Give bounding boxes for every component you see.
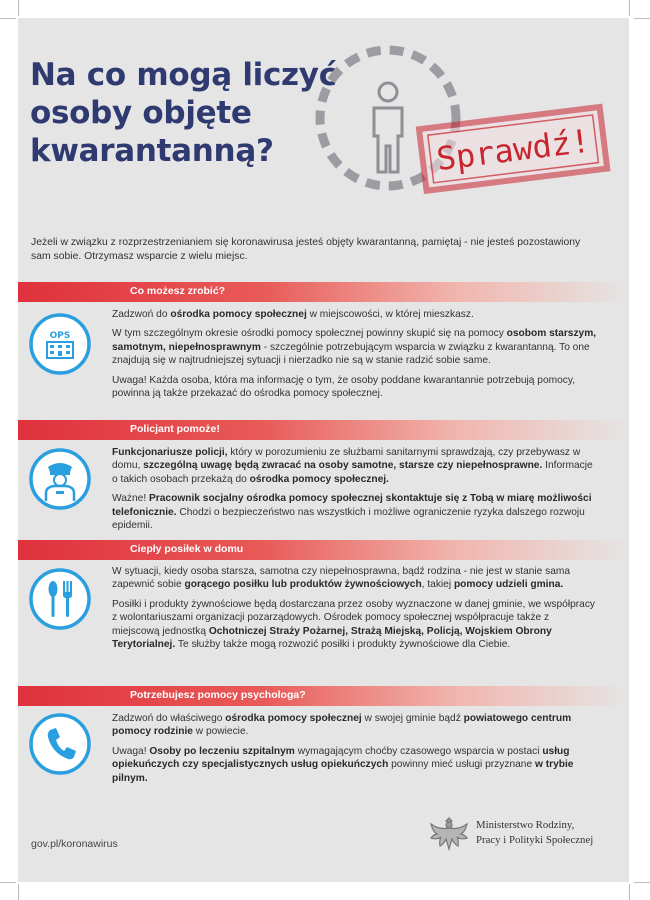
- crop-mark: [629, 0, 630, 16]
- paragraph: Zadzwoń do właściwego ośrodka pomocy społecznej w swojej gminie bądź powiatowego centrum pomocy rodzinie w powiecie.: [112, 713, 572, 738]
- crop-mark: [634, 18, 650, 19]
- ministry-logo: [428, 808, 618, 858]
- intro-text: Jeżeli w związku z rozprzestrzenianiem się koronawirusa jesteś objęty kwarantanną, pamiętaj - nie jesteś pozostawiony sam sobie. Otrzymasz wsparcie z wielu miejsc.: [31, 237, 581, 262]
- paragraph: W sytuacji, kiedy osoba starsza, samotna czy niepełnosprawna, bądź rodzina - nie jest w stanie sama zapewnić sobie gorącego posiłku lub produktów żywnościowych, takiej pomocy udzieli gmina.: [112, 566, 571, 591]
- section-body-4: [112, 712, 598, 791]
- crop-mark: [18, 0, 19, 16]
- spoon-fork-icon: [28, 567, 92, 631]
- crop-mark: [0, 18, 16, 19]
- section-body-3: [112, 565, 598, 657]
- crop-mark: [18, 884, 19, 900]
- section-body-1: [112, 308, 598, 406]
- phone-icon: [28, 712, 92, 776]
- paragraph: W tym szczególnym okresie ośrodki pomocy społecznej powinny skupić się na pomocy osobom starszym, samotnym, niepełnosprawnym - szczególnie potrzebującym wsparcia w związku z kwarantanną. To one znajdują się w najtrudniejszej sytuacji i nierzadko nie są w stanie radzić sobie same.: [112, 328, 597, 367]
- crop-mark: [0, 882, 16, 883]
- section-heading: Co możesz zrobić?: [130, 285, 226, 297]
- paragraph: Uwaga! Osoby po leczeniu szpitalnym wymagającym choćby czasowego wsparcia w postaci usług opiekuńczych czy specjalistycznych usług opiekuńczych powinny mieć usługi przyznane w trybie pilnym.: [112, 745, 574, 784]
- person-icon: [374, 83, 402, 172]
- section-heading: Ciepły posiłek w domu: [130, 543, 244, 555]
- hero-illustration: [300, 30, 620, 210]
- section-heading: Policjant pomoże!: [130, 423, 220, 435]
- stamp-icon: [419, 107, 607, 191]
- ops-label: OPS: [49, 331, 71, 341]
- section-header-3: [18, 540, 629, 560]
- title-line: Na co mogą liczyć: [30, 57, 337, 93]
- section-header-4: [18, 686, 629, 706]
- ministry-name: Ministerstwo Rodziny, Pracy i Polityki Społecznej: [476, 819, 594, 846]
- title-line: osoby objęte: [30, 95, 252, 131]
- eagle-emblem-icon: [428, 812, 470, 856]
- paragraph: Zadzwoń do ośrodka pomocy społecznej w miejscowości, w której mieszkasz.: [112, 309, 474, 320]
- crop-mark: [634, 882, 650, 883]
- paragraph: Ważne! Pracownik socjalny ośrodka pomocy społecznej skontaktuje się z Tobą w miarę możliwości telefonicznie. Chodzi o bezpieczeństwo nas wszystkich i możliwe ograniczenie ryzyka dalszego rozwoju epidemii.: [112, 493, 592, 532]
- footer-url: gov.pl/koronawirus: [31, 838, 118, 850]
- office-building-icon: [28, 312, 92, 376]
- police-officer-icon: [28, 447, 92, 511]
- crop-mark: [629, 884, 630, 900]
- section-header-1: [18, 282, 629, 302]
- title-line: kwarantanną?: [30, 133, 274, 169]
- section-header-2: [18, 420, 629, 440]
- paragraph: Funkcjonariusze policji, który w porozumieniu ze służbami sanitarnymi sprawdzają, czy przebywasz w domu, szczególną uwagę będą zwracać na osoby samotne, starsze czy niepełnosprawne. Informacje o takich osobach przekażą do ośrodka pomocy społecznej.: [112, 447, 593, 485]
- paragraph: Uwaga! Każda osoba, która ma informację o tym, że osoby poddane kwarantannie potrzebują pomocy, powinna ją także przekazać do ośrodka pomocy społecznej.: [112, 374, 576, 400]
- section-body-2: [112, 446, 598, 538]
- section-heading: Potrzebujesz pomocy psychologa?: [130, 689, 306, 701]
- stamp-text: Sprawdź!: [434, 121, 593, 179]
- paragraph: Posiłki i produkty żywnościowe będą dostarczana przez osoby wyznaczone w danej gminie, we współpracy z wolontariuszami organizacji pozarządowych. Ośrodek pomocy społecznej współpracuje także z miejscową jednostką Ochotniczej Straży Pożarnej, Strażą Miejską, Policją, Wojskiem Obrony Terytorialnej. Te służby także mogą rozwozić posiłki i produkty żywnościowe dla Ciebie.: [112, 598, 596, 651]
